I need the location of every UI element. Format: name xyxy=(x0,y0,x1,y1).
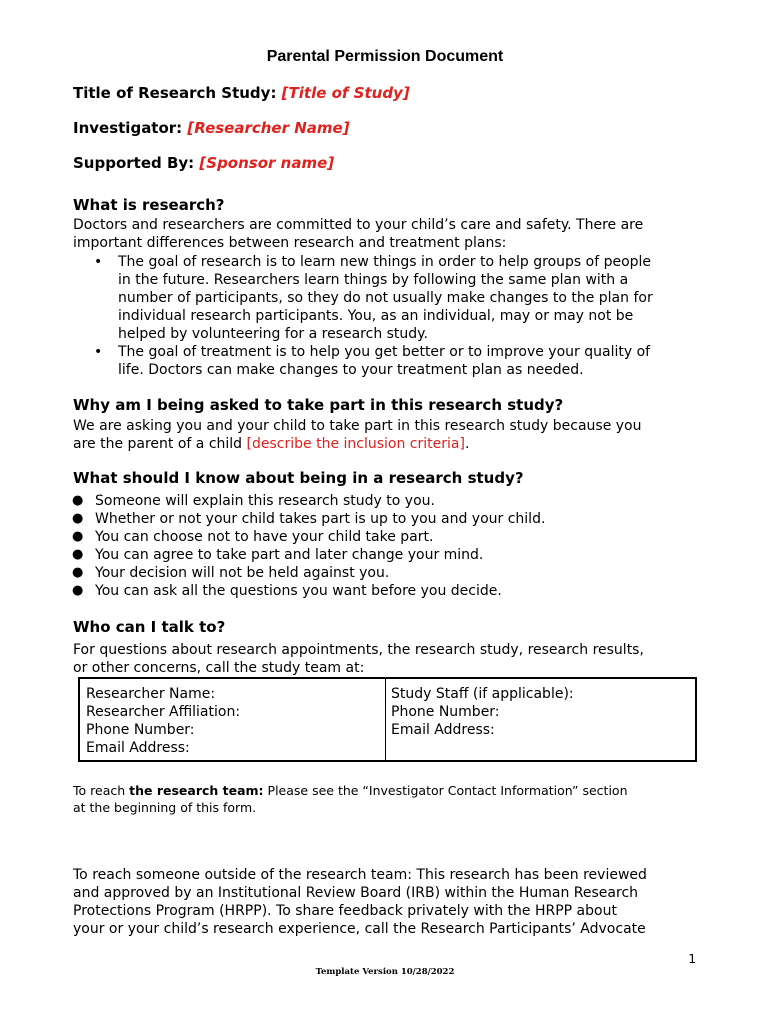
heading-what-is-research: What is research? xyxy=(73,196,225,214)
list-item xyxy=(72,492,545,510)
reach-team-bold: the research team: xyxy=(129,783,264,798)
study-title-label: Title of Research Study: xyxy=(73,84,282,102)
list-item xyxy=(72,546,545,564)
who-to-talk-line-2: or other concerns, call the study team at: xyxy=(73,660,365,676)
list-item xyxy=(72,564,545,582)
reach-team-line-1 xyxy=(73,782,628,799)
bullet-line: The goal of research is to learn new things in order to help groups of people xyxy=(118,254,652,270)
bullet-line: helped by volunteering for a research study. xyxy=(118,326,428,342)
why-asked-line-1: We are asking you and your child to take part in this research study because you xyxy=(73,418,642,434)
bullet-line: life. Doctors can make changes to your treatment plan as needed. xyxy=(118,362,584,378)
phone-number-label: Phone Number: xyxy=(86,722,195,738)
bullet-line: The goal of treatment is to help you get better or to improve your quality of xyxy=(118,344,651,360)
supported-by-label: Supported By: xyxy=(73,154,200,172)
research-intro-line-1: Doctors and researchers are committed to your child’s care and safety. There are xyxy=(73,217,644,233)
reach-outside-line-2: and approved by an Institutional Review Board (IRB) within the Human Research xyxy=(73,885,639,901)
inclusion-criteria-placeholder: [describe the inclusion criteria] xyxy=(246,436,465,452)
bullet-icon: ● xyxy=(72,511,84,526)
research-intro-line-2: important differences between research and treatment plans: xyxy=(73,235,507,251)
bullet-line: individual research participants. You, as an individual, may or may not be xyxy=(118,308,634,324)
bullet-icon: ● xyxy=(72,529,84,544)
template-version: Template Version 10/28/2022 xyxy=(315,967,455,977)
heading-why-asked: Why am I being asked to take part in this research study? xyxy=(73,396,564,414)
reach-team-prefix: To reach xyxy=(73,783,130,798)
researcher-affiliation-label: Researcher Affiliation: xyxy=(86,704,241,720)
reach-outside-line-4: your or your child’s research experience, call the Research Participants’ Advocate xyxy=(73,921,646,937)
list-item xyxy=(94,343,653,379)
table-divider xyxy=(385,679,386,760)
study-staff-label: Study Staff (if applicable): xyxy=(391,686,574,702)
investigator-label: Investigator: xyxy=(73,119,188,137)
bullet-text: You can agree to take part and later change your mind. xyxy=(95,547,484,563)
study-title-value: [Title of Study] xyxy=(281,84,410,102)
bullet-text: Someone will explain this research study to you. xyxy=(95,493,435,509)
reach-outside-line-1: To reach someone outside of the research team: This research has been reviewed xyxy=(73,867,647,883)
bullet-line: number of participants, so they do not usually make changes to the plan for xyxy=(118,290,653,306)
bullet-icon: ● xyxy=(72,493,84,508)
document-title: Parental Permission Document xyxy=(266,48,504,65)
bullet-text: Your decision will not be held against you. xyxy=(95,565,390,581)
bullet-text: Whether or not your child takes part is up to you and your child. xyxy=(95,511,546,527)
bullet-text: You can ask all the questions you want before you decide. xyxy=(95,583,502,599)
contact-table xyxy=(78,677,697,762)
what-to-know-list xyxy=(72,492,546,600)
supported-by-value: [Sponsor name] xyxy=(199,154,335,172)
research-bullet-list xyxy=(94,253,653,379)
list-item xyxy=(72,528,545,546)
who-to-talk-line-1: For questions about research appointments, the research study, research results, xyxy=(73,642,644,658)
list-item xyxy=(94,253,653,343)
reach-team-suffix: Please see the “Investigator Contact Information” section xyxy=(263,783,628,798)
page-number: 1 xyxy=(688,952,696,966)
bullet-icon: ● xyxy=(72,583,84,598)
bullet-line: in the future. Researchers learn things by following the same plan with a xyxy=(118,272,629,288)
researcher-name-label: Researcher Name: xyxy=(86,686,216,702)
contact-table-right-cell xyxy=(391,685,574,739)
bullet-icon: ● xyxy=(72,565,84,580)
reach-outside-line-3: Protections Program (HRPP). To share feedback privately with the HRPP about xyxy=(73,903,617,919)
contact-table-left-cell xyxy=(86,685,240,757)
why-asked-prefix: are the parent of a child xyxy=(73,436,247,452)
bullet-icon: • xyxy=(94,344,103,360)
reach-team-line-2: at the beginning of this form. xyxy=(73,800,257,815)
bullet-icon: • xyxy=(94,254,103,270)
investigator-value: [Researcher Name] xyxy=(187,119,350,137)
why-asked-line-2 xyxy=(73,435,469,453)
list-item xyxy=(72,582,545,600)
why-asked-suffix: . xyxy=(464,436,470,452)
supported-by-line xyxy=(73,154,334,172)
email-address-label: Email Address: xyxy=(391,722,495,738)
list-item xyxy=(72,510,546,528)
heading-who-to-talk: Who can I talk to? xyxy=(73,618,226,636)
email-address-label: Email Address: xyxy=(86,740,190,756)
study-title-line xyxy=(73,84,410,102)
bullet-icon: ● xyxy=(72,547,84,562)
bullet-text: You can choose not to have your child take part. xyxy=(95,529,434,545)
heading-what-to-know: What should I know about being in a research study? xyxy=(73,469,524,487)
investigator-line xyxy=(73,119,350,137)
phone-number-label: Phone Number: xyxy=(391,704,500,720)
